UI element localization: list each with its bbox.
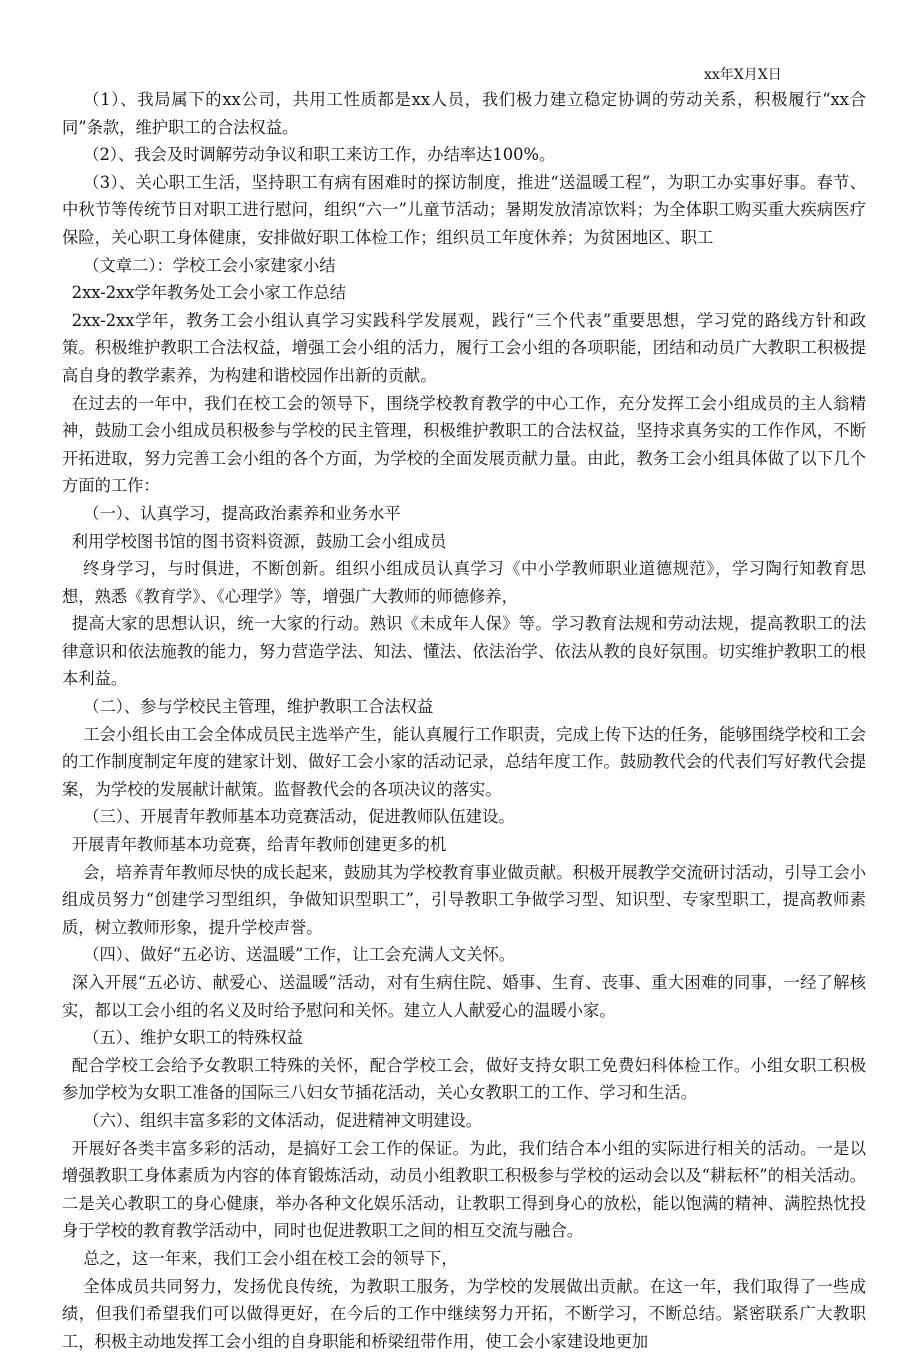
paragraph: 利用学校图书馆的图书资料资源，鼓励工会小组成员 [71, 531, 447, 551]
paragraph: 开展好各类丰富多彩的活动，是搞好工会工作的保证。为此，我们结合本小组的实际进行相关的活动。一是以增强教职工身体素质为内容的体育锻炼活动，动员小组教职工积极参与学校的运动会以及“耕耘杯”的相关活动。二是关心教职工的身心健康，举办各种文化娱乐活动，让教职工得到身心的放松，能以饱满的精神、满腔热忱投身于学校的教育教学活动中，同时也促进教职工之间的相互交流与融合。 [62, 1138, 866, 1241]
paragraph: 终身学习，与时俱进，不断创新。组织小组成员认真学习《中小学教师职业道德规范》，学习陶行知教育思想，熟悉《教育学》、《心理学》等，增强广大教师的师德修养， [62, 559, 866, 606]
section-heading: （三）、开展青年教师基本功竞赛活动，促进教师队伍建设。 [83, 807, 515, 827]
paragraph: 配合学校工会给予女教职工特殊的关怀，配合学校工会，做好支持女职工免费妇科体检工作。小组女职工积极参加学校为女职工准备的国际三八妇女节插花活动，关心女教职工的工作、学习和生活。 [62, 1055, 866, 1103]
section-heading: （一）、认真学习，提高政治素养和业务水平 [83, 503, 401, 523]
section-heading: （四）、做好“五必访、送温暖”工作，让工会充满人文关怀。 [83, 945, 516, 965]
section-heading: （五）、维护女职工的特殊权益 [83, 1028, 303, 1048]
paragraph: 工会小组长由工会全体成员民主选举产生，能认真履行工作职责，完成上传下达的任务，能够围绕学校和工会的工作制度制定年度的建家计划、做好工会小家的活动记录，总结年度工作。鼓励教代会的代表们写好教代会提案，为学校的发展献计献策。监督教代会的各项决议的落实。 [62, 724, 866, 799]
section-heading: （六）、组织丰富多彩的文体活动，促进精神文明建设。 [83, 1110, 483, 1130]
paragraph: （3）、关心职工生活，坚持职工有病有困难时的探访制度，推进“送温暖工程”，为职工办实事好事。春节、中秋节等传统节日对职工进行慰问，组织“六一”儿童节活动；暑期发放清凉饮料；为全体职工购买重大疾病医疗保险，关心职工身体健康，安排做好职工体检工作；组织员工年度休养；为贫困地区、职工 [62, 172, 866, 247]
paragraph: 全体成员共同努力，发扬优良传统，为教职工服务，为学校的发展做出贡献。在这一年，我们取得了一些成绩，但我们希望我们可以做得更好，在今后的工作中继续努力开拓，不断学习，不断总结。紧密联系广大教职工，积极主动地发挥工会小组的自身职能和桥梁纽带作用，使工会小家建设地更加 [62, 1276, 866, 1351]
section-heading: （二）、参与学校民主管理，维护教职工合法权益 [83, 697, 434, 717]
paragraph: 会，培养青年教师尽快的成长起来，鼓励其为学校教育事业做贡献。积极开展教学交流研讨活动，引导工会小组成员努力“创建学习型组织，争做知识型职工”，引导教职工争做学习型、知识型、专家型职工，提高教师素质，树立教师形象，提升学校声誉。 [62, 862, 866, 937]
paragraph: （1）、我局属下的xx公司，共用工性质都是xx人员，我们极力建立稳定协调的劳动关系，积极履行“xx合同”条款，维护职工的合法权益。 [62, 90, 866, 137]
paragraph: 提高大家的思想认识，统一大家的行动。熟识《未成年人保》等。学习教育法规和劳动法规，提高教职工的法律意识和依法施教的能力，努力营造学法、知法、懂法、依法治学、依法从教的良好氛围。切实维护教职工的根本利益。 [62, 614, 866, 689]
paragraph: 总之，这一年来，我们工会小组在校工会的领导下， [83, 1248, 458, 1268]
paragraph: 深入开展“五必访、献爱心、送温暖”活动，对有生病住院、婚事、生育、丧事、重大困难的同事，一经了解核实，都以工会小组的名义及时给予慰问和关怀。建立人人献爱心的温暖小家。 [62, 973, 866, 1020]
paragraph: 开展青年教师基本功竞赛，给青年教师创建更多的机 [71, 835, 447, 855]
paragraph: （2）、我会及时调解劳动争议和职工来访工作，办结率达100%。 [83, 145, 556, 165]
paragraph: 在过去的一年中，我们在校工会的领导下，围绕学校教育教学的中心工作，充分发挥工会小组成员的主人翁精神，鼓励工会小组成员积极参与学校的民主管理，积极维护教职工的合法权益，坚持求真务实的工作作风，不断开拓进取，努力完善工会小组的各个方面，为学校的全面发展贡献力量。由此，教务工会小组具体做了以下几个方面的工作： [62, 393, 866, 496]
header-date: xx年X月X日 [704, 67, 782, 83]
document-body [62, 86, 866, 1355]
paragraph: 2xx-2xx学年，教务工会小组认真学习实践科学发展观，践行“三个代表”重要思想，学习党的路线方针和政策。积极维护教职工合法权益，增强工会小组的活力，履行工会小组的各项职能，团结和动员广大教职工积极提高自身的教学素养，为构建和谐校园作出新的贡献。 [62, 310, 866, 385]
document-subtitle: 2xx-2xx学年教务处工会小家工作总结 [71, 283, 347, 303]
section-title: （文章二）：学校工会小家建家小结 [83, 255, 336, 275]
